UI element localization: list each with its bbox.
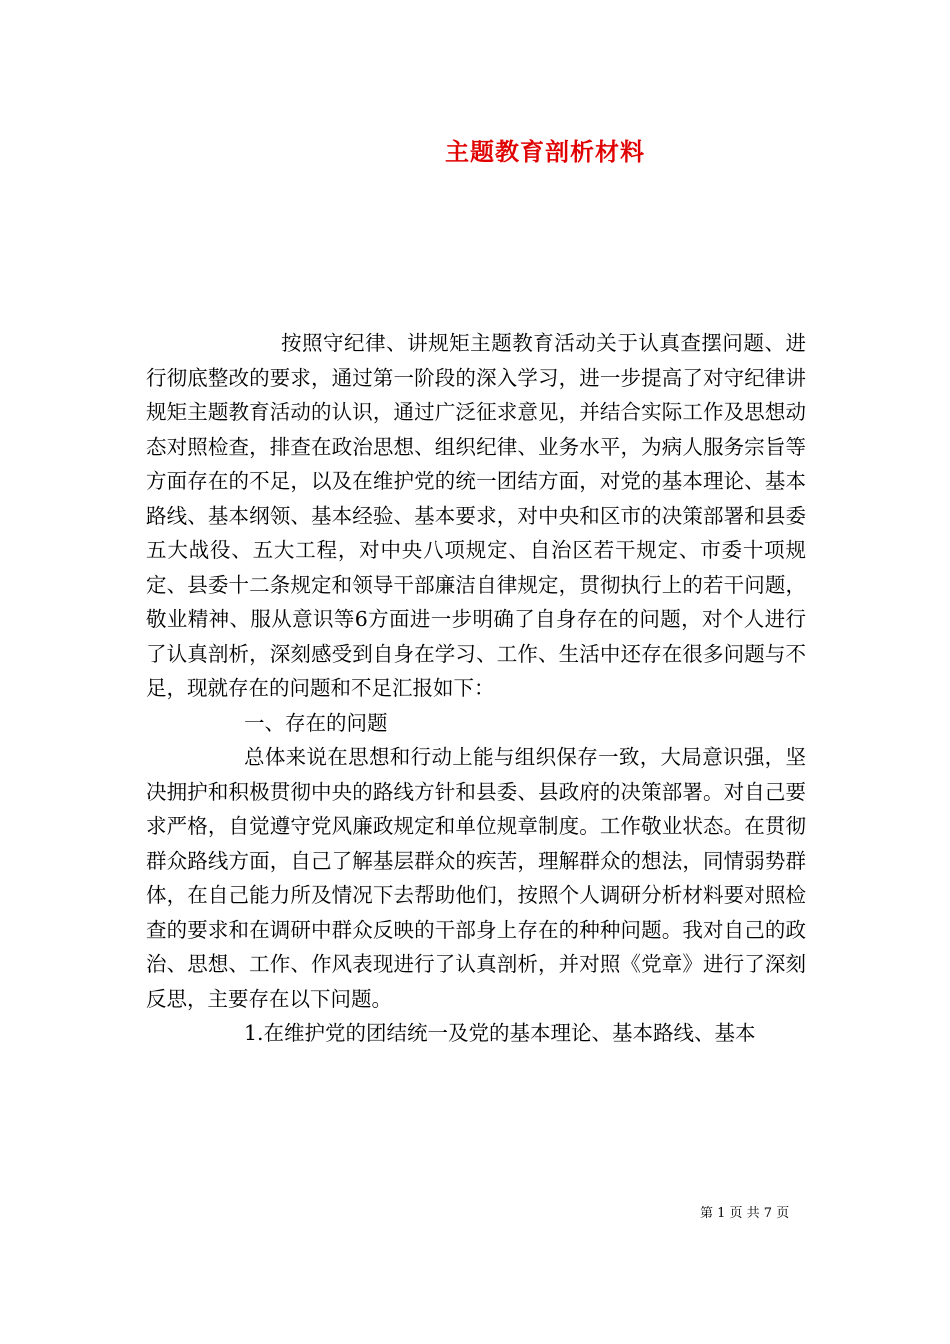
paragraph-intro: 按照守纪律、讲规矩主题教育活动关于认真查摆问题、进行彻底整改的要求，通过第一阶段的深入学习，进一步提高了对守纪律讲规矩主题教育活动的认识，通过广泛征求意见，并结合实际工作及思想动态对照检查，排查在政治思想、组织纪律、业务水平，为病人服务宗旨等方面存在的不足，以及在维护党的统一团结方面，对党的基本理论、基本路线、基本纲领、基本经验、基本要求，对中央和区市的决策部署和县委五大战役、五大工程，对中央八项规定、自治区若干规定、市委十项规定、县委十二条规定和领导干部廉洁自律规定，贯彻执行上的若干问题，敬业精神、服从意识等6方面进一步明确了自身存在的问题，对个人进行了认真剖析，深刻感受到自身在学习、工作、生活中还存在很多问题与不足，现就存在的问题和不足汇报如下： (146, 331, 806, 700)
document-title: 主题教育剖析材料 (445, 137, 645, 166)
document-body (146, 326, 806, 1051)
paragraph-overview: 总体来说在思想和行动上能与组织保存一致，大局意识强，坚决拥护和积极贯彻中央的路线方针和县委、县政府的决策部署。对自己要求严格，自觉遵守党风廉政规定和单位规章制度。工作敬业状态。在贯彻群众路线方面，自己了解基层群众的疾苦，理解群众的想法，同情弱势群体，在自己能力所及情况下去帮助他们，按照个人调研分析材料要对照检查的要求和在调研中群众反映的干部身上存在的种种问题。我对自己的政治、思想、工作、作风表现进行了认真剖析，并对照《党章》进行了深刻反思，主要存在以下问题。 (146, 745, 806, 1011)
page-number: 第 1 页 共 7 页 (700, 1206, 790, 1221)
paragraph-item-1: 1.在维护党的团结统一及党的基本理论、基本路线、基本 (244, 1021, 756, 1045)
section-heading: 一、存在的问题 (244, 710, 388, 735)
